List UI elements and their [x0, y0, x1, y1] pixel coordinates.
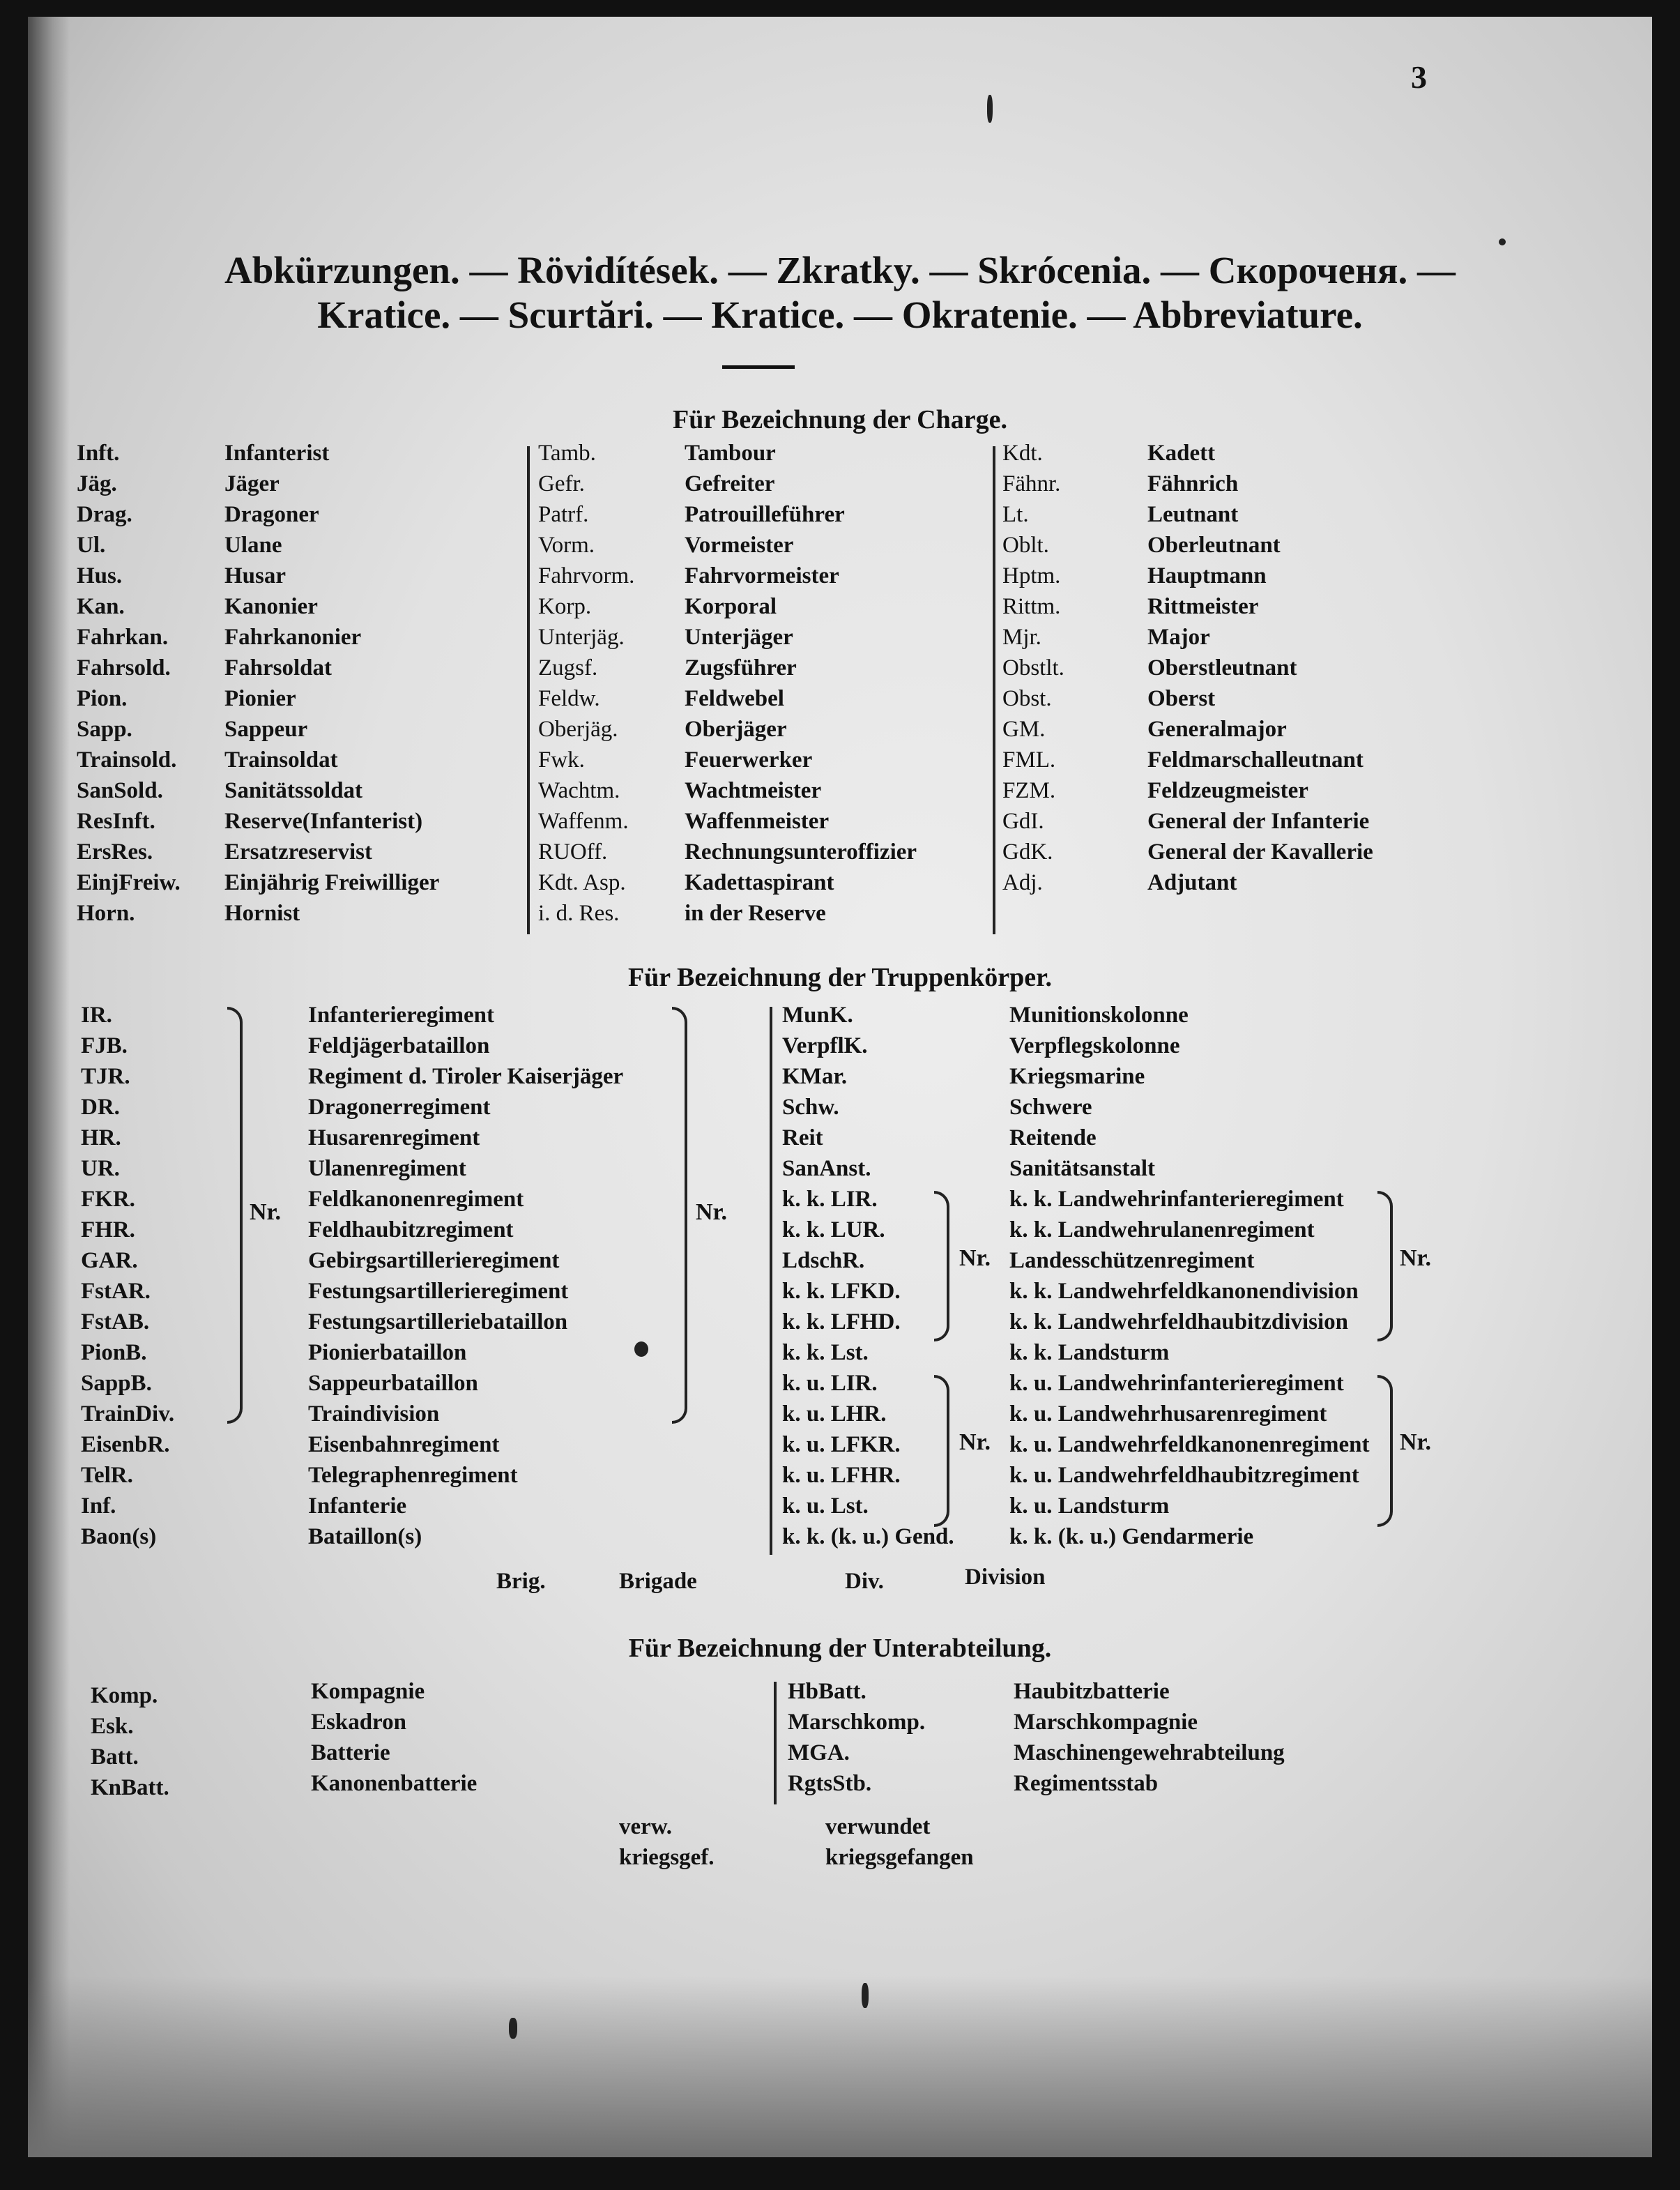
brace-left-b	[672, 1007, 687, 1424]
abbreviation: Mjr.	[1002, 625, 1041, 650]
expansion: k. u. Landwehrfeldhaubitzregiment	[1009, 1463, 1359, 1488]
abbreviation: LdschR.	[782, 1248, 865, 1273]
scan-shadow-bottom	[28, 1976, 1652, 2157]
expansion: Generalmajor	[1147, 717, 1287, 742]
expansion: Kriegsmarine	[1009, 1064, 1145, 1089]
misc-full	[825, 1811, 974, 1873]
abbreviation: RgtsStb.	[788, 1771, 872, 1796]
abbreviation: KnBatt.	[91, 1775, 169, 1800]
expansion: Leutnant	[1147, 502, 1239, 527]
scan-shadow-left	[28, 17, 70, 2157]
abbreviation: k. k. LIR.	[782, 1187, 878, 1212]
expansion: General der Infanterie	[1147, 809, 1370, 834]
troops-right-abbr	[782, 1000, 954, 1552]
subunits-divider	[774, 1682, 777, 1804]
subunits-left-abbr	[91, 1680, 169, 1803]
charge-col2-full	[685, 438, 917, 929]
abbreviation: MGA.	[788, 1740, 850, 1765]
expansion: Festungsartilleriebataillon	[308, 1309, 568, 1334]
abbreviation: DR.	[81, 1095, 120, 1120]
expansion: Telegraphenregiment	[308, 1463, 518, 1488]
nr-label-2: Nr.	[696, 1199, 728, 1225]
abbreviation: Baon(s)	[81, 1524, 157, 1549]
expansion: General der Kavallerie	[1147, 839, 1373, 865]
abbreviation: Inft.	[77, 441, 120, 466]
abbreviation: FZM.	[1002, 778, 1056, 803]
expansion: Kanonier	[224, 594, 318, 619]
expansion: Oberjäger	[685, 717, 787, 742]
abbreviation: Fwk.	[538, 747, 585, 773]
charge-divider-1	[527, 446, 530, 934]
subunits-right-abbr	[788, 1676, 925, 1799]
abbreviation: Komp.	[91, 1683, 158, 1708]
expansion: Eskadron	[311, 1710, 406, 1735]
expansion: Wachtmeister	[685, 778, 822, 803]
expansion: Dragonerregiment	[308, 1095, 491, 1120]
abbreviation: FHR.	[81, 1217, 135, 1242]
expansion: Husar	[224, 563, 287, 588]
subunits-heading: Für Bezeichnung der Unterabteilung.	[628, 1634, 1052, 1663]
expansion: Batterie	[311, 1740, 390, 1765]
abbreviation: Kan.	[77, 594, 125, 619]
abbreviation: FstAB.	[81, 1309, 150, 1334]
expansion: Feldhaubitzregiment	[308, 1217, 514, 1242]
expansion: Dragoner	[224, 502, 319, 527]
abbreviation: TrainDiv.	[81, 1401, 175, 1427]
expansion: Tambour	[685, 441, 776, 466]
abbreviation: Oberjäg.	[538, 717, 618, 742]
expansion: k. u. Landwehrinfanterieregiment	[1009, 1371, 1344, 1396]
expansion: Fahrkanonier	[224, 625, 362, 650]
expansion: Traindivision	[308, 1401, 440, 1427]
scan-speck	[509, 2018, 517, 2039]
abbreviation: Zugsf.	[538, 655, 598, 680]
title-line-2: Kratice. — Scurtări. — Kratice. — Okratenie. — Abbreviature.	[317, 294, 1363, 336]
abbreviation: HbBatt.	[788, 1679, 866, 1704]
abbreviation: Patrf.	[538, 502, 589, 527]
expansion: Kadettaspirant	[685, 870, 834, 895]
expansion: Gefreiter	[685, 471, 775, 496]
expansion: Feldzeugmeister	[1147, 778, 1308, 803]
brace-right-c	[1377, 1191, 1393, 1341]
abbreviation: kriegsgef.	[619, 1845, 715, 1870]
expansion: Regimentsstab	[1014, 1771, 1159, 1796]
charge-divider-2	[993, 446, 995, 934]
abbreviation: Fahrvorm.	[538, 563, 635, 588]
nr-label-5: Nr.	[1400, 1245, 1432, 1271]
troops-left-abbr	[81, 1000, 174, 1552]
abbreviation: k. u. LFKR.	[782, 1432, 901, 1457]
abbreviation: k. u. Lst.	[782, 1493, 869, 1519]
expansion: k. u. Landsturm	[1009, 1493, 1170, 1519]
abbreviation: PionB.	[81, 1340, 147, 1365]
expansion: Munitionskolonne	[1009, 1003, 1189, 1028]
expansion: Rittmeister	[1147, 594, 1259, 619]
abbreviation: Trainsold.	[77, 747, 177, 773]
abbreviation: EisenbR.	[81, 1432, 170, 1457]
expansion: Fähnrich	[1147, 471, 1239, 496]
nr-label-3: Nr.	[959, 1245, 991, 1271]
abbreviation: SanAnst.	[782, 1156, 871, 1181]
abbreviation: Batt.	[91, 1744, 139, 1770]
abbreviation: Kdt.	[1002, 441, 1043, 466]
charge-col2-abbr	[538, 438, 634, 929]
abbreviation: i. d. Res.	[538, 901, 620, 926]
abbreviation: FML.	[1002, 747, 1056, 773]
expansion: Sanitätssoldat	[224, 778, 363, 803]
expansion: kriegsgefangen	[825, 1845, 974, 1870]
charge-col3-full	[1147, 438, 1373, 898]
abbreviation: Fähnr.	[1002, 471, 1061, 496]
abbreviation: GdI.	[1002, 809, 1044, 834]
abbreviation: Rittm.	[1002, 594, 1061, 619]
abbreviation: Lt.	[1002, 502, 1029, 527]
abbreviation: Reit	[782, 1125, 823, 1150]
expansion: k. k. Landwehrfeldhaubitzdivision	[1009, 1309, 1348, 1334]
div-abbr: Div.	[845, 1569, 884, 1594]
abbreviation: SanSold.	[77, 778, 163, 803]
expansion: Hauptmann	[1147, 563, 1267, 588]
expansion: Jäger	[224, 471, 280, 496]
abbreviation: MunK.	[782, 1003, 853, 1028]
expansion: Reitende	[1009, 1125, 1097, 1150]
scan-speck	[862, 1983, 869, 2008]
expansion: Regiment d. Tiroler Kaiserjäger	[308, 1064, 624, 1089]
abbreviation: Gefr.	[538, 471, 585, 496]
expansion: Landesschützenregiment	[1009, 1248, 1255, 1273]
expansion: Sappeurbataillon	[308, 1371, 478, 1396]
expansion: verwundet	[825, 1814, 931, 1839]
expansion: Oberleutnant	[1147, 533, 1281, 558]
page-number: 3	[1411, 59, 1427, 95]
abbreviation: Oblt.	[1002, 533, 1049, 558]
expansion: Feuerwerker	[685, 747, 813, 773]
document-page	[28, 17, 1652, 2157]
abbreviation: FstAR.	[81, 1279, 151, 1304]
abbreviation: Adj.	[1002, 870, 1043, 895]
subunits-right-full	[1014, 1676, 1285, 1799]
expansion: Sappeur	[224, 717, 308, 742]
expansion: Feldjägerbataillon	[308, 1033, 490, 1058]
title-divider	[722, 365, 795, 369]
brace-right-d	[1377, 1375, 1393, 1527]
expansion: Adjutant	[1147, 870, 1237, 895]
expansion: Verpflegskolonne	[1009, 1033, 1180, 1058]
abbreviation: ErsRes.	[77, 839, 153, 865]
expansion: Sanitätsanstalt	[1009, 1156, 1156, 1181]
abbreviation: GAR.	[81, 1248, 138, 1273]
expansion: Fahrsoldat	[224, 655, 333, 680]
expansion: Waffenmeister	[685, 809, 830, 834]
charge-col3-abbr	[1002, 438, 1064, 898]
scan-speck	[987, 95, 993, 123]
expansion: Schwere	[1009, 1095, 1092, 1120]
abbreviation: Korp.	[538, 594, 592, 619]
abbreviation: Jäg.	[77, 471, 117, 496]
abbreviation: IR.	[81, 1003, 112, 1028]
abbreviation: k. u. LIR.	[782, 1371, 878, 1396]
expansion: Feldwebel	[685, 686, 784, 711]
abbreviation: k. k. Lst.	[782, 1340, 869, 1365]
abbreviation: Obst.	[1002, 686, 1052, 711]
abbreviation: VerpflK.	[782, 1033, 868, 1058]
abbreviation: Wachtm.	[538, 778, 620, 803]
abbreviation: Esk.	[91, 1714, 134, 1739]
expansion: k. k. Landwehrulanenregiment	[1009, 1217, 1315, 1242]
abbreviation: UR.	[81, 1156, 120, 1181]
expansion: Infanterist	[224, 441, 330, 466]
expansion: k. k. Landwehrinfanterieregiment	[1009, 1187, 1344, 1212]
expansion: Rechnungsunteroffizier	[685, 839, 917, 865]
subunits-left-full	[311, 1676, 477, 1799]
expansion: Gebirgsartillerieregiment	[308, 1248, 560, 1273]
expansion: Unterjäger	[685, 625, 793, 650]
abbreviation: GM.	[1002, 717, 1046, 742]
scan-speck	[634, 1341, 648, 1357]
expansion: Eisenbahnregiment	[308, 1432, 500, 1457]
abbreviation: k. u. LFHR.	[782, 1463, 901, 1488]
scan-speck	[1499, 238, 1506, 245]
charge-col1-full	[224, 438, 439, 929]
expansion: Kadett	[1147, 441, 1216, 466]
abbreviation: Feldw.	[538, 686, 600, 711]
title-line-1: Abkürzungen. — Rövidítések. — Zkratky. — Skrócenia. — Скороченя. —	[224, 249, 1456, 291]
misc-abbr	[619, 1811, 715, 1873]
expansion: Zugsführer	[685, 655, 797, 680]
expansion: Bataillon(s)	[308, 1524, 422, 1549]
abbreviation: Unterjäg.	[538, 625, 625, 650]
expansion: Infanterieregiment	[308, 1003, 494, 1028]
expansion: Feldkanonenregiment	[308, 1187, 524, 1212]
abbreviation: Hus.	[77, 563, 123, 588]
abbreviation: FJB.	[81, 1033, 128, 1058]
expansion: in der Reserve	[685, 901, 826, 926]
abbreviation: Fahrsold.	[77, 655, 171, 680]
troops-left-full	[308, 1000, 623, 1552]
abbreviation: verw.	[619, 1814, 673, 1839]
expansion: Husarenregiment	[308, 1125, 480, 1150]
expansion: Major	[1147, 625, 1210, 650]
expansion: k. u. Landwehrfeldkanonenregiment	[1009, 1432, 1370, 1457]
expansion: k. u. Landwehrhusarenregiment	[1009, 1401, 1327, 1427]
expansion: Oberst	[1147, 686, 1216, 711]
troops-right-full	[1009, 1000, 1369, 1552]
expansion: Ulane	[224, 533, 282, 558]
brig-abbr: Brig.	[496, 1569, 546, 1594]
nr-label-6: Nr.	[1400, 1429, 1432, 1455]
abbreviation: Kdt. Asp.	[538, 870, 626, 895]
abbreviation: Marschkomp.	[788, 1710, 926, 1735]
expansion: Feldmarschalleutnant	[1147, 747, 1364, 773]
abbreviation: k. k. LUR.	[782, 1217, 885, 1242]
expansion: Haubitzbatterie	[1014, 1679, 1170, 1704]
expansion: Ulanenregiment	[308, 1156, 466, 1181]
expansion: k. k. Landsturm	[1009, 1340, 1170, 1365]
abbreviation: k. k. LFHD.	[782, 1309, 901, 1334]
expansion: Infanterie	[308, 1493, 407, 1519]
expansion: k. k. (k. u.) Gendarmerie	[1009, 1524, 1254, 1549]
expansion: Hornist	[224, 901, 300, 926]
abbreviation: HR.	[81, 1125, 121, 1150]
abbreviation: k. u. LHR.	[782, 1401, 887, 1427]
abbreviation: Hptm.	[1002, 563, 1061, 588]
expansion: Marschkompagnie	[1014, 1710, 1198, 1735]
expansion: Maschinengewehrabteilung	[1014, 1740, 1285, 1765]
expansion: Pionierbataillon	[308, 1340, 467, 1365]
abbreviation: RUOff.	[538, 839, 608, 865]
expansion: Pionier	[224, 686, 296, 711]
troops-divider	[770, 1007, 772, 1555]
expansion: Einjährig Freiwilliger	[224, 870, 440, 895]
div-full: Division	[965, 1565, 1046, 1590]
abbreviation: Vorm.	[538, 533, 595, 558]
expansion: Ersatzreservist	[224, 839, 372, 865]
expansion: Kanonenbatterie	[311, 1771, 478, 1796]
abbreviation: k. k. LFKD.	[782, 1279, 901, 1304]
expansion: Kompagnie	[311, 1679, 425, 1704]
abbreviation: EinjFreiw.	[77, 870, 181, 895]
brace-left-a	[227, 1007, 243, 1424]
brig-full: Brigade	[619, 1569, 697, 1594]
abbreviation: KMar.	[782, 1064, 848, 1089]
nr-label-4: Nr.	[959, 1429, 991, 1455]
abbreviation: Sapp.	[77, 717, 132, 742]
abbreviation: SappB.	[81, 1371, 152, 1396]
abbreviation: TelR.	[81, 1463, 133, 1488]
nr-label-1: Nr.	[250, 1199, 282, 1225]
abbreviation: Tamb.	[538, 441, 596, 466]
abbreviation: Pion.	[77, 686, 128, 711]
abbreviation: GdK.	[1002, 839, 1053, 865]
abbreviation: Waffenm.	[538, 809, 629, 834]
expansion: Festungsartillerieregiment	[308, 1279, 569, 1304]
expansion: Fahrvormeister	[685, 563, 839, 588]
abbreviation: Inf.	[81, 1493, 116, 1519]
expansion: Korporal	[685, 594, 777, 619]
abbreviation: Horn.	[77, 901, 135, 926]
brace-right-b	[934, 1375, 949, 1527]
abbreviation: ResInft.	[77, 809, 155, 834]
expansion: k. k. Landwehrfeldkanonendivision	[1009, 1279, 1359, 1304]
abbreviation: Ul.	[77, 533, 106, 558]
charge-heading: Für Bezeichnung der Charge.	[673, 405, 1007, 434]
brace-right-a	[934, 1191, 949, 1341]
expansion: Patrouilleführer	[685, 502, 845, 527]
abbreviation: TJR.	[81, 1064, 130, 1089]
troops-heading: Für Bezeichnung der Truppenkörper.	[627, 963, 1053, 992]
abbreviation: Obstlt.	[1002, 655, 1064, 680]
expansion: Trainsoldat	[224, 747, 338, 773]
expansion: Oberstleutnant	[1147, 655, 1297, 680]
expansion: Vormeister	[685, 533, 794, 558]
abbreviation: Schw.	[782, 1095, 839, 1120]
abbreviation: k. k. (k. u.) Gend.	[782, 1524, 954, 1549]
abbreviation: Drag.	[77, 502, 132, 527]
charge-col1-abbr	[77, 438, 181, 929]
abbreviation: FKR.	[81, 1187, 135, 1212]
expansion: Reserve(Infanterist)	[224, 809, 423, 834]
abbreviation: Fahrkan.	[77, 625, 169, 650]
